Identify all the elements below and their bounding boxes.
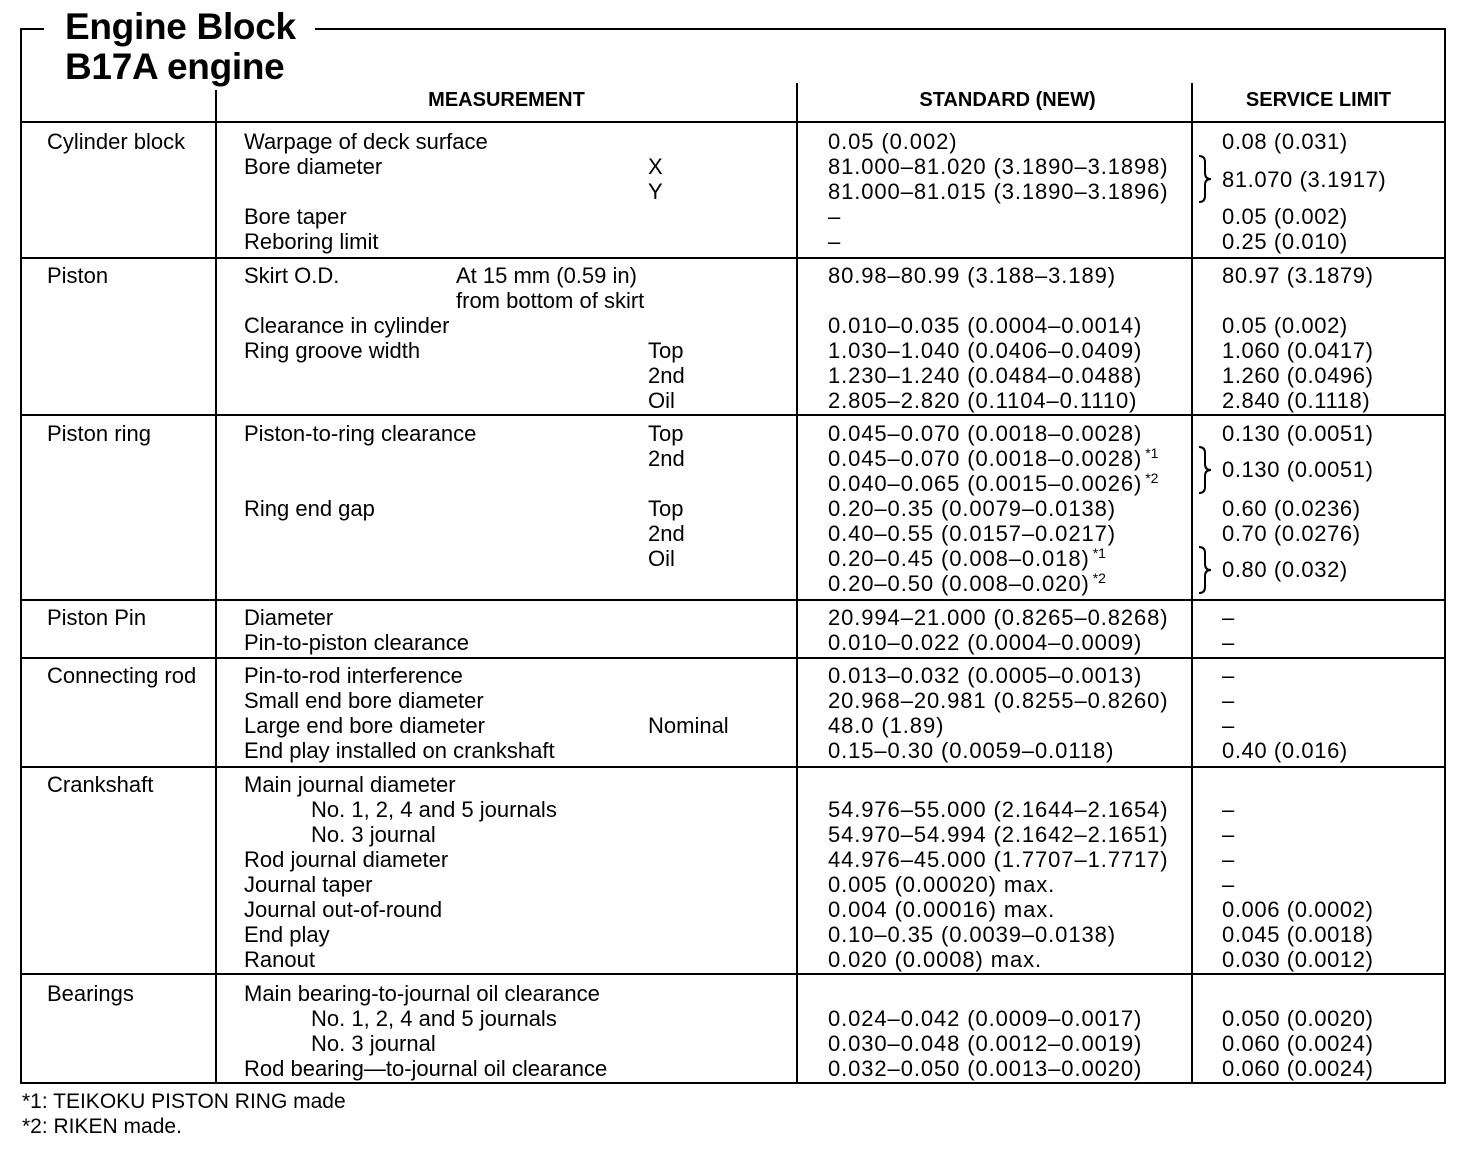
standard-cell — [828, 571, 1106, 599]
standard-value: 54.970–54.994 (2.1642–2.1651) — [828, 822, 1169, 847]
table-row — [0, 738, 1472, 763]
footnote-marker: *1 — [1145, 445, 1159, 461]
measurement-label: No. 1, 2, 4 and 5 journals — [311, 797, 557, 822]
measurement-label: Ring end gap — [244, 496, 375, 521]
standard-value: 0.045–0.070 (0.0018–0.0028) — [828, 421, 1143, 446]
category-label: Connecting rod — [47, 663, 197, 688]
measurement-label: End play installed on crankshaft — [244, 738, 555, 763]
table-row — [0, 981, 1472, 1006]
standard-header: STANDARD (NEW) — [919, 89, 1096, 111]
service-limit-value: 0.045 (0.0018) — [1222, 922, 1374, 947]
service-limit-value: 0.060 (0.0024) — [1222, 1056, 1374, 1081]
service-limit-value: 0.060 (0.0024) — [1222, 1031, 1374, 1056]
measurement-label: Warpage of deck surface — [244, 129, 488, 154]
measurement-sublabel: Top — [648, 338, 684, 363]
table-row — [0, 388, 1472, 413]
measurement-label: Bore taper — [244, 204, 347, 229]
measurement-label: No. 3 journal — [311, 1031, 436, 1056]
measurement-label: Skirt O.D. — [244, 263, 340, 288]
table-row — [0, 947, 1472, 972]
table-row — [0, 421, 1472, 446]
service-limit-value: 0.130 (0.0051) — [1222, 421, 1374, 446]
table-row — [0, 229, 1472, 254]
service-limit-value: 0.60 (0.0236) — [1222, 496, 1361, 521]
service-limit-value: – — [1222, 797, 1235, 822]
measurement-label: Clearance in cylinder — [244, 313, 450, 338]
measurement-label: Main journal diameter — [244, 772, 456, 797]
measurement-label: Pin-to-rod interference — [244, 663, 463, 688]
table-border — [315, 28, 1446, 30]
table-row — [0, 1006, 1472, 1031]
standard-value: 0.045–0.070 (0.0018–0.0028) — [828, 446, 1143, 471]
table-row — [0, 263, 1472, 288]
service-limit-value: – — [1222, 688, 1235, 713]
standard-value: 0.032–0.050 (0.0013–0.0020) — [828, 1056, 1143, 1081]
measurement-sublabel: 2nd — [648, 363, 685, 388]
footnote-marker: *2 — [1092, 570, 1106, 586]
row-divider — [20, 766, 1446, 768]
table-row — [0, 1056, 1472, 1081]
brace-icon — [1196, 446, 1214, 494]
table-row — [0, 822, 1472, 847]
row-divider — [20, 599, 1446, 601]
standard-value: 0.20–0.35 (0.0079–0.0138) — [828, 496, 1116, 521]
service-limit-value: – — [1222, 663, 1235, 688]
service-limit-value: 0.006 (0.0002) — [1222, 897, 1374, 922]
category-label: Piston ring — [47, 421, 151, 446]
measurement-label: No. 3 journal — [311, 822, 436, 847]
table-row — [0, 847, 1472, 872]
service-limit-value: 0.08 (0.031) — [1222, 129, 1348, 154]
measurement-label: Journal out-of-round — [244, 897, 443, 922]
row-divider — [20, 657, 1446, 659]
standard-cell — [828, 546, 1106, 574]
measurement-label: Ranout — [244, 947, 315, 972]
table-row — [0, 772, 1472, 797]
table-row — [0, 688, 1472, 713]
standard-value: 0.40–0.55 (0.0157–0.0217) — [828, 521, 1116, 546]
footnote: *1: TEIKOKU PISTON RING made — [22, 1090, 346, 1113]
measurement-label: Ring groove width — [244, 338, 421, 363]
standard-value: 81.000–81.015 (3.1890–3.1896) — [828, 179, 1169, 204]
standard-value: 2.805–2.820 (0.1104–0.1110) — [828, 388, 1138, 413]
service-limit-value: 81.070 (3.1917) — [1222, 167, 1387, 192]
table-row — [0, 521, 1472, 546]
row-divider — [20, 414, 1446, 416]
standard-value: 1.030–1.040 (0.0406–0.0409) — [828, 338, 1143, 363]
standard-value: 0.20–0.50 (0.008–0.020) — [828, 571, 1090, 596]
service-limit-value: – — [1222, 630, 1235, 655]
footnote: *2: RIKEN made. — [22, 1115, 182, 1138]
service-limit-value: 0.050 (0.0020) — [1222, 1006, 1374, 1031]
measurement-qualifier: from bottom of skirt — [456, 288, 645, 313]
category-label: Piston Pin — [47, 605, 147, 630]
table-row — [0, 897, 1472, 922]
standard-value: 20.968–20.981 (0.8255–0.8260) — [828, 688, 1169, 713]
standard-value: 0.040–0.065 (0.0015–0.0026) — [828, 471, 1143, 496]
service-limit-value: 2.840 (0.1118) — [1222, 388, 1371, 413]
table-row — [0, 313, 1472, 338]
category-label: Crankshaft — [47, 772, 154, 797]
standard-value: 0.15–0.30 (0.0059–0.0118) — [828, 738, 1115, 763]
footnote-marker: *2 — [1145, 470, 1159, 486]
table-row — [0, 129, 1472, 154]
measurement-label: Main bearing-to-journal oil clearance — [244, 981, 600, 1006]
service-limit-value: – — [1222, 605, 1235, 630]
service-limit-value: 0.80 (0.032) — [1222, 557, 1348, 582]
measurement-label: Journal taper — [244, 872, 373, 897]
measurement-label: Rod journal diameter — [244, 847, 449, 872]
measurement-label: Diameter — [244, 605, 334, 630]
measurement-label: Rod bearing—to-journal oil clearance — [244, 1056, 608, 1081]
engine-subtitle: B17A engine — [65, 46, 285, 87]
measurement-sublabel: 2nd — [648, 521, 685, 546]
header-divider — [20, 121, 1446, 123]
table-row — [0, 605, 1472, 630]
standard-value: – — [828, 229, 842, 254]
standard-value: 0.10–0.35 (0.0039–0.0138) — [828, 922, 1116, 947]
service-limit-value: – — [1222, 847, 1235, 872]
standard-value: 20.994–21.000 (0.8265–0.8268) — [828, 605, 1169, 630]
table-row — [0, 663, 1472, 688]
measurement-sublabel: 2nd — [648, 446, 685, 471]
table-row — [0, 630, 1472, 655]
table-border — [20, 1082, 1446, 1084]
table-row — [0, 872, 1472, 897]
standard-value: 0.004 (0.00016) max. — [828, 897, 1056, 922]
measurement-label: Piston-to-ring clearance — [244, 421, 477, 446]
standard-value: 0.024–0.042 (0.0009–0.0017) — [828, 1006, 1143, 1031]
measurement-label: Reboring limit — [244, 229, 379, 254]
measurement-sublabel: Top — [648, 421, 684, 446]
standard-value: 0.030–0.048 (0.0012–0.0019) — [828, 1031, 1143, 1056]
standard-cell — [828, 446, 1158, 474]
standard-value: – — [828, 204, 842, 229]
standard-value: 81.000–81.020 (3.1890–3.1898) — [828, 154, 1169, 179]
table-row — [0, 713, 1472, 738]
measurement-label: Pin-to-piston clearance — [244, 630, 470, 655]
measurement-sublabel: Nominal — [648, 713, 729, 738]
table-row — [0, 496, 1472, 521]
service-limit-value: 0.25 (0.010) — [1222, 229, 1348, 254]
category-label: Bearings — [47, 981, 134, 1006]
measurement-sublabel: Y — [648, 179, 663, 204]
standard-value: 0.013–0.032 (0.0005–0.0013) — [828, 663, 1143, 688]
service-limit-value: 0.05 (0.002) — [1222, 313, 1348, 338]
measurement-sublabel: Oil — [648, 388, 675, 413]
table-row — [0, 1031, 1472, 1056]
standard-value: 0.020 (0.0008) max. — [828, 947, 1042, 972]
standard-value: 0.20–0.45 (0.008–0.018) — [828, 546, 1090, 571]
table-border — [20, 28, 44, 30]
footnote-marker: *1 — [1092, 545, 1106, 561]
table-row — [0, 338, 1472, 363]
standard-value: 48.0 (1.89) — [828, 713, 945, 738]
service-limit-value: 0.030 (0.0012) — [1222, 947, 1374, 972]
table-row — [0, 797, 1472, 822]
service-limit-value: 0.40 (0.016) — [1222, 738, 1348, 763]
service-limit-value: 0.05 (0.002) — [1222, 204, 1348, 229]
service-limit-value: 80.97 (3.1879) — [1222, 263, 1374, 288]
service-limit-header: SERVICE LIMIT — [1245, 89, 1392, 111]
standard-value: 0.010–0.022 (0.0004–0.0009) — [828, 630, 1143, 655]
standard-value: 44.976–45.000 (1.7707–1.7717) — [828, 847, 1169, 872]
service-limit-value: 1.260 (0.0496) — [1222, 363, 1374, 388]
standard-value: 1.230–1.240 (0.0484–0.0488) — [828, 363, 1143, 388]
service-limit-value: – — [1222, 872, 1235, 897]
table-row — [0, 204, 1472, 229]
measurement-label: Bore diameter — [244, 154, 383, 179]
page-title: Engine Block — [65, 6, 296, 47]
row-divider — [20, 257, 1446, 259]
standard-value: 80.98–80.99 (3.188–3.189) — [828, 263, 1116, 288]
category-label: Piston — [47, 263, 109, 288]
brace-icon — [1196, 546, 1214, 594]
category-label: Cylinder block — [47, 129, 186, 154]
service-limit-value: – — [1222, 713, 1235, 738]
standard-value: 0.05 (0.002) — [828, 129, 958, 154]
table-row — [0, 363, 1472, 388]
table-row — [0, 288, 1472, 313]
measurement-label: End play — [244, 922, 330, 947]
standard-value: 0.005 (0.00020) max. — [828, 872, 1056, 897]
measurement-sublabel: X — [648, 154, 663, 179]
standard-value: 0.010–0.035 (0.0004–0.0014) — [828, 313, 1143, 338]
table-row — [0, 922, 1472, 947]
measurement-sublabel: Oil — [648, 546, 675, 571]
measurement-header: MEASUREMENT — [428, 89, 585, 111]
standard-cell — [828, 471, 1158, 499]
row-divider — [20, 973, 1446, 975]
service-limit-value: 0.130 (0.0051) — [1222, 457, 1374, 482]
measurement-label: No. 1, 2, 4 and 5 journals — [311, 1006, 557, 1031]
measurement-sublabel: Top — [648, 496, 684, 521]
brace-icon — [1196, 155, 1214, 203]
standard-value: 54.976–55.000 (2.1644–2.1654) — [828, 797, 1169, 822]
service-limit-value: 1.060 (0.0417) — [1222, 338, 1374, 363]
measurement-label: Small end bore diameter — [244, 688, 484, 713]
measurement-label: Large end bore diameter — [244, 713, 485, 738]
service-limit-value: – — [1222, 822, 1235, 847]
measurement-qualifier: At 15 mm (0.59 in) — [456, 263, 637, 288]
service-limit-value: 0.70 (0.0276) — [1222, 521, 1361, 546]
